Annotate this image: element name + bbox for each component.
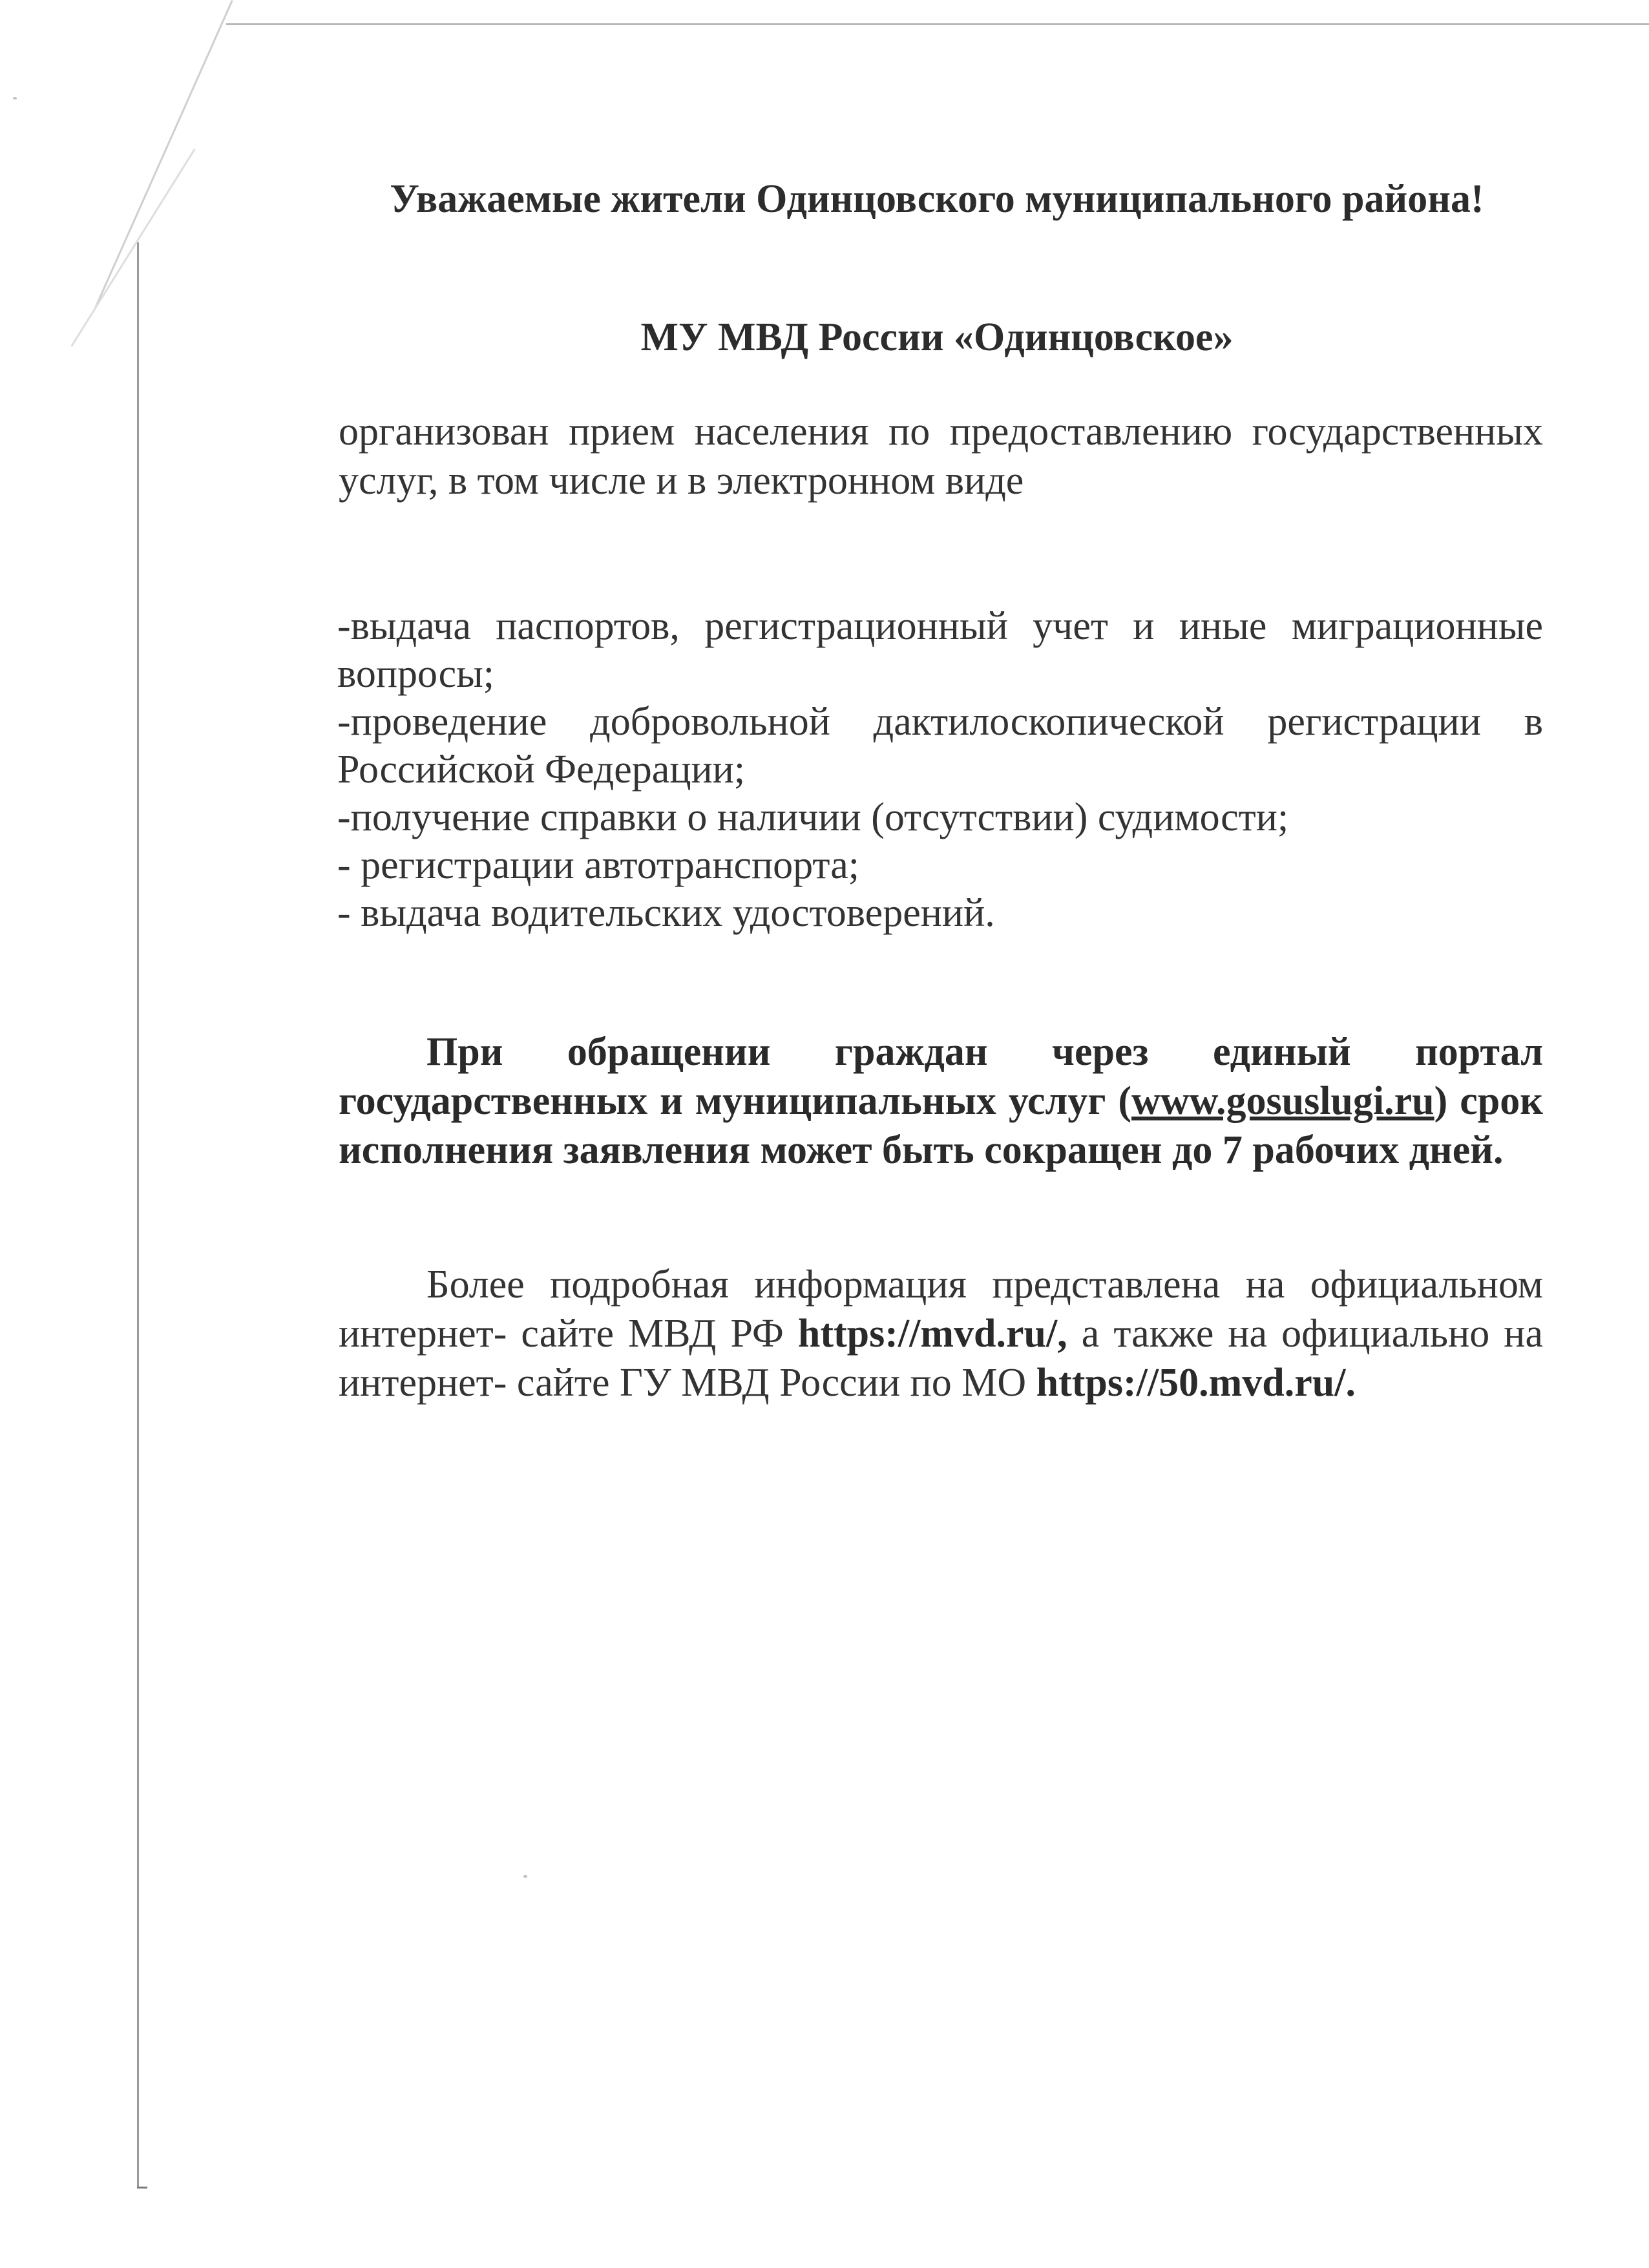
- service-item: -получение справки о наличии (отсутствии) судимости;: [337, 795, 1289, 839]
- intro-paragraph: организован прием населения по предоставлению государственных услуг, в том числе и в электронном виде: [339, 410, 1543, 503]
- scan-fold-mark: [94, 0, 233, 308]
- document-title: Уважаемые жители Одинцовского муниципального района!: [390, 177, 1484, 221]
- scan-speck: [13, 97, 17, 100]
- scan-left-margin-line: [137, 242, 139, 2187]
- scan-speck: [523, 1875, 527, 1878]
- scan-left-margin-tick: [137, 2187, 147, 2189]
- more-info-paragraph: [339, 1260, 1543, 1407]
- gosuslugi-link[interactable]: www.gosuslugi.ru: [1131, 1079, 1434, 1123]
- notice-text-after-link: ) срок исполнения заявления может быть сокращен до 7 рабочих дней.: [339, 1079, 1544, 1172]
- service-item: -выдача паспортов, регистрационный учет и иные миграционные вопросы;: [337, 604, 1543, 696]
- scan-top-edge-line: [226, 23, 1649, 25]
- department-name: МУ МВД России «Одинцовское»: [640, 315, 1234, 359]
- service-item: - регистрации автотранспорта;: [337, 843, 859, 887]
- gosuslugi-notice: [339, 1027, 1543, 1175]
- scan-fold-mark-secondary: [70, 149, 195, 347]
- service-item: -проведение добровольной дактилоскопической регистрации в Российской Федерации;: [337, 700, 1543, 792]
- notice-text-before-link: При обращении граждан через единый портал государственных и муниципальных услуг (: [339, 1030, 1543, 1123]
- service-item: - выдача водительских удостоверений.: [337, 891, 995, 935]
- mvd-mo-url[interactable]: https://50.mvd.ru/.: [1036, 1361, 1356, 1405]
- mvd-url[interactable]: https://mvd.ru/,: [797, 1312, 1067, 1356]
- more-info-text-2: а также на официально на интернет- сайте ГУ МВД России по МО: [339, 1312, 1543, 1405]
- services-list: [337, 602, 1543, 937]
- more-info-text-1: Более подробная информация представлена на официальном интернет- сайте МВД РФ: [339, 1263, 1543, 1356]
